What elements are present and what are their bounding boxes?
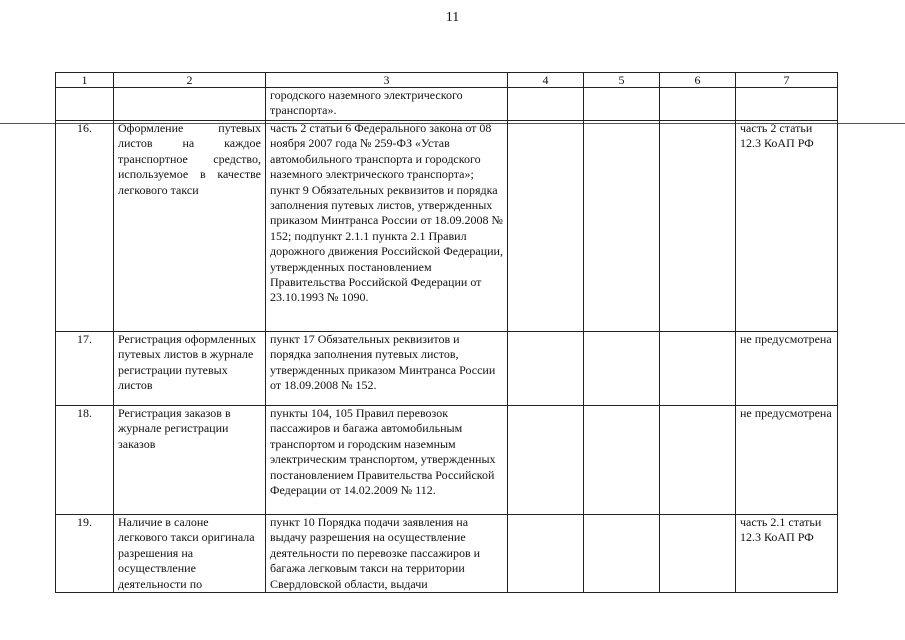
cell-col4: [508, 88, 584, 121]
cell-col5: [584, 332, 660, 406]
liability-reference-text: не предусмотрена: [740, 406, 832, 420]
legal-basis: [266, 332, 508, 406]
cell-col6: [660, 515, 736, 593]
legal-basis: [266, 515, 508, 593]
liability-reference: [736, 332, 838, 406]
requirement-name: [114, 121, 266, 332]
page-number: 11: [445, 10, 460, 25]
cell-col4: [508, 332, 584, 406]
table-row: [56, 88, 838, 121]
column-header-1: 1: [56, 73, 114, 88]
requirement-name: [114, 515, 266, 593]
column-header-6: 6: [660, 73, 736, 88]
legal-basis: [266, 406, 508, 515]
legal-basis: [266, 88, 508, 121]
cell-col5: [584, 406, 660, 515]
table-row: [56, 406, 838, 515]
requirement-name-text: Наличие в салоне легкового такси оригинала разрешения на осуществление деятельности по: [118, 515, 255, 591]
row-number: [56, 88, 114, 121]
requirement-name-text: Регистрация заказов в журнале регистрации заказов: [118, 406, 231, 451]
cell-col4: [508, 121, 584, 332]
column-header-5: 5: [584, 73, 660, 88]
document-table: [55, 72, 838, 593]
legal-basis-text: пункт 17 Обязательных реквизитов и порядка заполнения путевых листов, утвержденных приказом Минтранса России от 18.09.2008 № 152.: [270, 332, 496, 393]
requirement-name: [114, 406, 266, 515]
cell-col5: [584, 121, 660, 332]
liability-reference-text: не предусмотрена: [740, 332, 832, 346]
liability-reference: [736, 406, 838, 515]
cell-col4: [508, 406, 584, 515]
column-header-2: 2: [114, 73, 266, 88]
requirement-name: [114, 332, 266, 406]
requirement-name-text: Регистрация оформленных путевых листов в журнале регистрации путевых листов: [118, 332, 256, 393]
cell-col6: [660, 406, 736, 515]
requirement-name: [114, 88, 266, 121]
table-row: [56, 332, 838, 406]
cell-col6: [660, 121, 736, 332]
legal-basis-text: пункт 10 Порядка подачи заявления на выдачу разрешения на осуществление деятельности по перевозке пассажиров и багажа легковым такси на территории Свердловской области, выдачи: [270, 515, 481, 591]
row-number: 18.: [56, 406, 114, 515]
row-number: 16.: [56, 121, 114, 332]
column-header-3: 3: [266, 73, 508, 88]
column-header-7: 7: [736, 73, 838, 88]
table-header-row: [56, 73, 838, 88]
liability-reference: [736, 515, 838, 593]
liability-reference: [736, 121, 838, 332]
cell-col6: [660, 332, 736, 406]
legal-basis-text: городского наземного электрического транспорта».: [270, 88, 463, 118]
legal-basis-text: часть 2 статьи 6 Федерального закона от 08 ноября 2007 года № 259-ФЗ «Устав автомобильного транспорта и городского наземного электрического транспорта»; пункт 9 Обязательных реквизитов и порядка заполнения путевых листов, утвержденных приказом Минтранса России от 18.09.2008 № 152; подпункт 2.1.1 пункта 2.1 Правил дорожного движения Российской Федерации, утвержденных постановлением Правительства Российской Федерации от 23.10.1993 № 1090.: [270, 121, 504, 305]
column-header-4: 4: [508, 73, 584, 88]
legal-basis: [266, 121, 508, 332]
cell-col6: [660, 88, 736, 121]
table-row: [56, 121, 838, 332]
liability-reference: [736, 88, 838, 121]
row-number: 17.: [56, 332, 114, 406]
table-row: [56, 515, 838, 593]
liability-reference-text: часть 2 статьи 12.3 КоАП РФ: [740, 121, 814, 151]
liability-reference-text: часть 2.1 статьи 12.3 КоАП РФ: [740, 515, 822, 545]
legal-basis-text: пункты 104, 105 Правил перевозок пассажиров и багажа автомобильным транспортом и городским наземным электрическим транспортом, утвержденных постановлением Правительства Российской Федерации от 14.02.2009 № 112.: [270, 406, 496, 498]
row-number: 19.: [56, 515, 114, 593]
cell-col5: [584, 88, 660, 121]
requirement-name-text: Оформление путевых листов на каждое транспортное средство, используемое в качестве легкового такси: [118, 121, 261, 197]
cell-col5: [584, 515, 660, 593]
cell-col4: [508, 515, 584, 593]
